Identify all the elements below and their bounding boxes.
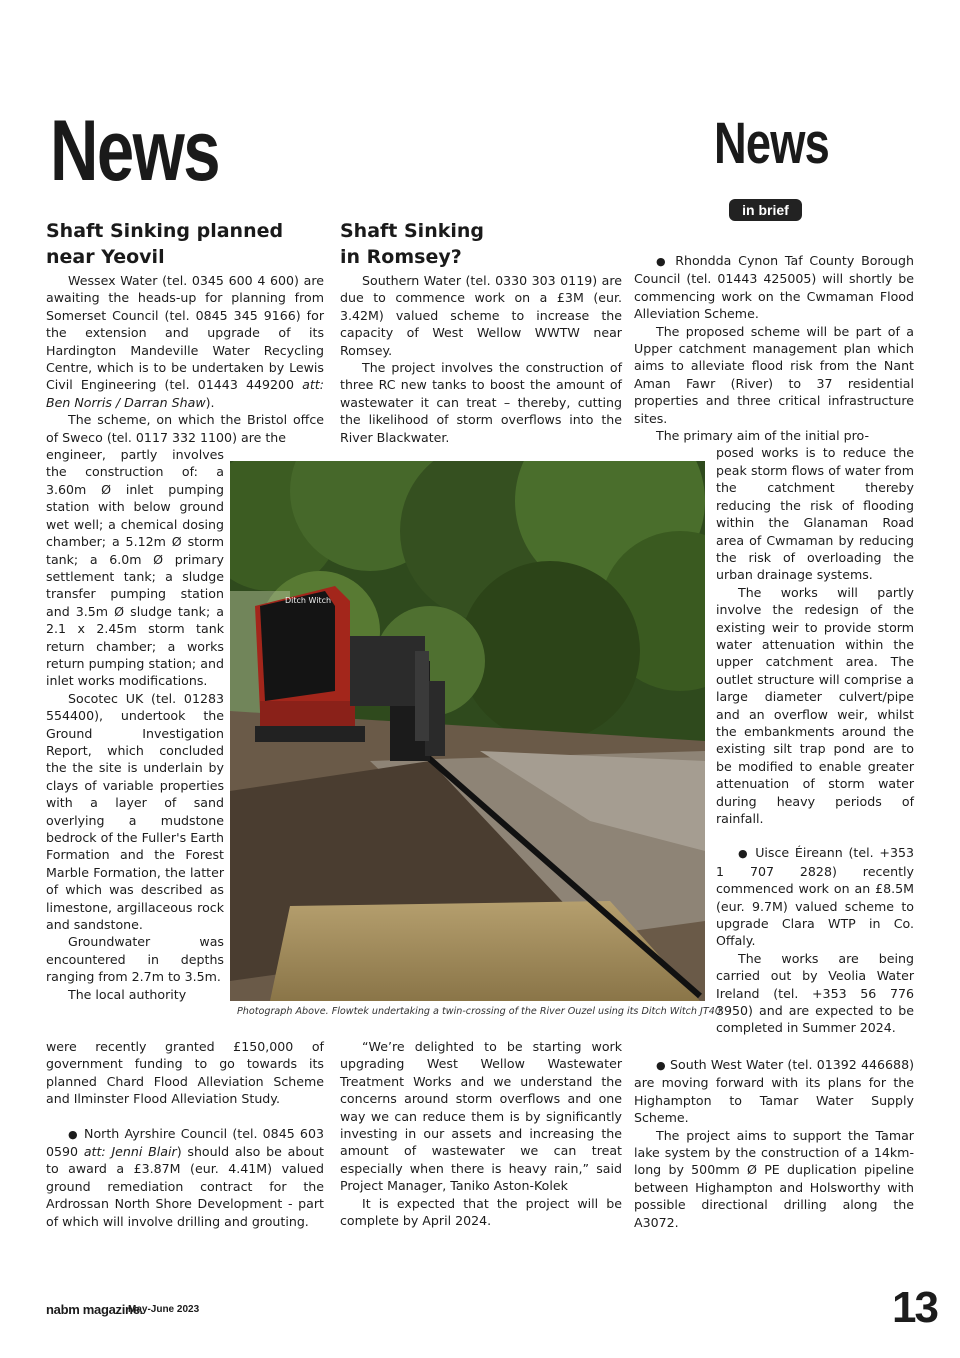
article1-para2-rest: engineer, partly involves the construction of: a 3.60m Ø inlet pumping station with below ground wet well; a chemical dosing chamber; a 5.12m Ø storm tank; a 6.0m Ø primary settlement tank; a sludge transfer pumping station and 3.5m Ø sludge tank; a 2.1 x 2.45m storm tank return chamber; a works return pumping station; and inlet works modifications. (46, 447, 224, 689)
brief-south-west (634, 1056, 914, 1231)
south-west-text: South West Water (tel. 01392 446688) are moving forward with its plans for the Highampton to Tamar Water Supply Scheme. (634, 1057, 914, 1126)
article2-body (340, 272, 622, 446)
photo-drilling-rig (230, 461, 705, 1001)
article2-para1: Southern Water (tel. 0330 303 0119) are due to commence work on a £3M (eur. 3.42M) valued scheme to increase the capacity of West Wellow WWTW near Romsey. (340, 273, 622, 358)
in-brief-badge: in brief (729, 199, 802, 221)
article1-para1-end: ). (205, 394, 215, 410)
brief-north-ayrshire (46, 1125, 324, 1230)
rig-brand-label: Ditch Witch (285, 596, 332, 605)
article2-body-lower (340, 1038, 622, 1229)
bullet-icon: ● (738, 847, 750, 861)
article1-para5-start: The local authority (68, 986, 187, 1002)
article1-para3: Socotec UK (tel. 01283 554400), undertook the Ground Investigation Report, which concluded the the site is underlain by clays of variable properties with a layer of sand overlying a mudstone bedrock of the Fuller's Earth Formation and the Forest Marble Formation, the latter of which was described as limestone, argillaceous rock and sandstone. (46, 690, 224, 933)
rhondda-text: Rhondda Cynon Taf County Borough Council (tel. 01443 425005) will shortly be commencing work on the Cwmaman Flood Alleviation Scheme. (634, 253, 914, 322)
article1-para1 (46, 272, 324, 411)
article1-para1-text: Wessex Water (tel. 0345 600 4 600) are awaiting the heads-up for planning from Somerset Council (tel. 0845 345 9166) for the extension and upgrade of its Hardington Mandeville Water Recycling Centre, which is to be undertaken by Lewis Civil Engineering (tel. 01443 449200 (46, 273, 324, 393)
article2-headline-line1: Shaft Sinking (340, 220, 484, 242)
article2-headline (340, 218, 484, 270)
drilling-site-illustration (230, 461, 705, 1001)
article2-headline-line2: in Romsey? (340, 246, 462, 268)
north-ayrshire-text: North Ayrshire Council (tel. 0845 603 0590 (46, 1125, 324, 1160)
brief-rhondda-para3-rest: posed works is to reduce the peak storm flows of water from the catchment thereby reducing the risk of flooding within the Glanaman Road area of Cwmaman by reducing the risk of overloading the urban drainage systems. (716, 445, 914, 583)
brief-uisce-para1 (716, 844, 914, 949)
article1-headline-line2: near Yeovil (46, 246, 165, 268)
article1-para4: Groundwater was encountered in depths ranging from 2.7m to 3.5m. (46, 934, 224, 985)
north-ayrshire-text-end: ) should also be about to award a £3.87M (eur. 4.41M) valued ground remediation contract for the Ardrossan North Shore Development - part of which will involve drilling and grouting. (46, 1144, 324, 1229)
footer-issue: May-June 2023 (128, 1304, 200, 1315)
uisce-text: Uisce Éireann (tel. +353 1 707 2828) recently commenced work on an £8.5M (eur. 9.7M) valued scheme to upgrade Clara WTP in Co. Offaly. (716, 845, 914, 949)
article1-headline-line1: Shaft Sinking planned (46, 220, 284, 242)
article1-headline (46, 218, 283, 270)
bullet-icon: ● (656, 255, 669, 268)
brief-uisce-para2: The works are being carried out by Veolia Water Ireland (tel. +353 56 776 3950) and are expected to be completed in Summer 2024. (716, 950, 914, 1036)
article2-para3: “We’re delighted to be starting work upgrading West Wellow Wastewater Treatment Works and we understand the concerns around storm overflows and one way we can reduce them is by significantly investing in our assets and increasing the amount of wastewater we can treat especially when there is heavy rain,” said Project Manager, Taniko Aston-Kolek (340, 1039, 622, 1194)
page-number: 13 (892, 1283, 937, 1332)
brief-rhondda-para1 (634, 252, 914, 323)
article1-para1-attention: att: Ben Norris / Darran Shaw (46, 377, 324, 410)
brief-rhondda-para3-start: The primary aim of the initial pro- (656, 428, 870, 444)
brief-south-west-para1 (634, 1056, 914, 1127)
article1-body-lower (46, 1038, 324, 1230)
bullet-icon: ● (68, 1127, 79, 1141)
brief-south-west-para2: The project aims to support the Tamar lake system by the construction of a 14km-long by 500mm Ø PE duplication pipeline between Highampton and Holsworthy with possible directional drilling along the A3072. (634, 1127, 914, 1230)
article1-para5-rest: were recently granted £150,000 of government funding to go towards its planned Chard Flood Alleviation Scheme and Ilminster Flood Alleviation Study. (46, 1039, 324, 1107)
masthead-news: News (50, 103, 220, 199)
north-ayrshire-attention: att: Jenni Blair (83, 1144, 177, 1160)
masthead-news-brief: News (714, 111, 830, 176)
footer-brand: nabm magazine. (46, 1302, 143, 1317)
brief-rhondda-para2: The proposed scheme will be part of a Upper catchment management plan which aims to alleviate flood risk from the Nant Aman Fawr (River) to 37 residential properties and three critical infrastructure sites. (634, 323, 914, 426)
brief-rhondda-para4: The works will partly involve the redesign of the existing weir to provide storm water attenuation within the upper catchment area. The outlet structure will comprise a large diameter culvert/pipe and an overflow weir, whilst the embankments around the existing silt trap pond are to be modified to enable greater attenuation of storm water during heavy periods of rainfall. (716, 584, 914, 826)
article2-para4: It is expected that the project will be complete by April 2024. (340, 1195, 622, 1229)
article1-para2-start: The scheme, on which the Bristol offce of Sweco (tel. 0117 332 1100) are the (46, 412, 324, 445)
bullet-icon: ● (656, 1059, 666, 1072)
photo-caption: Photograph Above. Flowtek undertaking a twin-crossing of the River Ouzel using its Ditch Witch JT40 (237, 1006, 721, 1017)
article2-para2: The project involves the construction of three RC new tanks to boost the amount of wastewater it can treat – thereby, cutting the likelihood of storm overflows into the River Blackwater. (340, 360, 622, 445)
